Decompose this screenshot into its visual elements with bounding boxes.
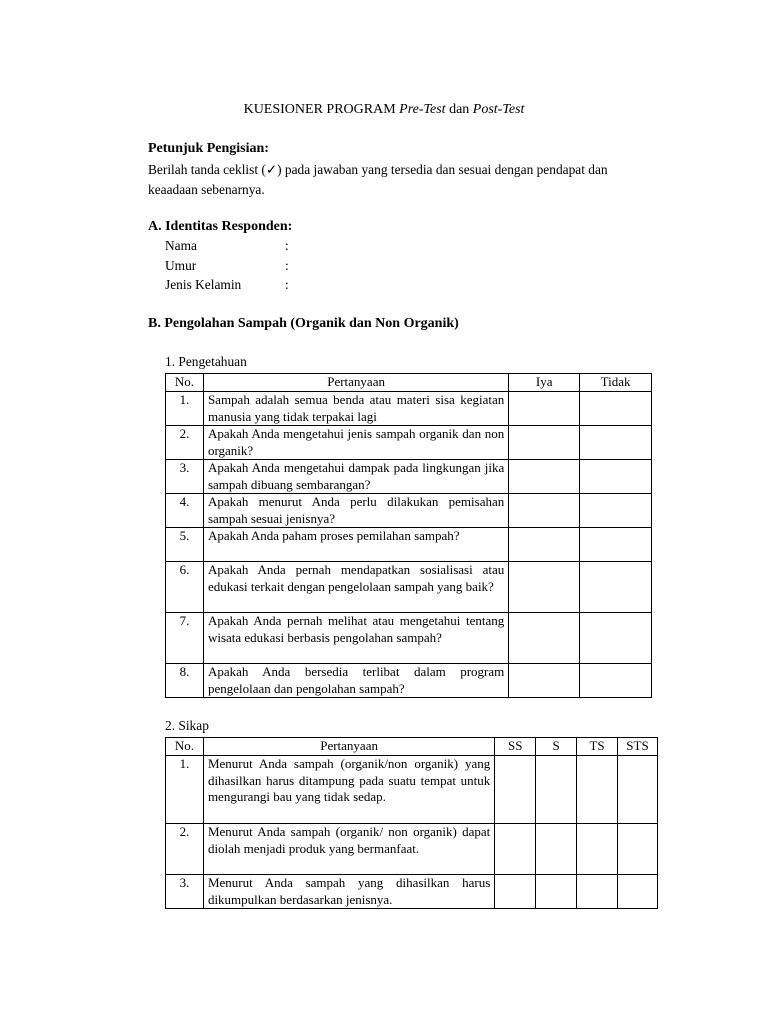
checkbox-cell[interactable] bbox=[536, 824, 577, 875]
checkbox-cell[interactable] bbox=[509, 562, 580, 613]
table-row: 4. Apakah menurut Anda perlu dilakukan pemisahan sampah sesuai jenisnya? bbox=[166, 494, 652, 528]
header-question: Pertanyaan bbox=[203, 374, 508, 392]
checkbox-cell[interactable] bbox=[580, 562, 652, 613]
checkbox-cell[interactable] bbox=[495, 824, 536, 875]
instructions-text: Berilah tanda ceklist (✓) pada jawaban yang tersedia dan sesuai dengan pendapat dan keaadaan sebenarnya. bbox=[148, 162, 608, 197]
checkbox-cell[interactable] bbox=[509, 426, 580, 460]
checkbox-cell[interactable] bbox=[509, 494, 580, 528]
checkbox-cell[interactable] bbox=[580, 392, 652, 426]
checkbox-cell[interactable] bbox=[580, 664, 652, 698]
checkbox-cell[interactable] bbox=[509, 528, 580, 562]
table-header-row bbox=[166, 374, 652, 392]
checkbox-cell[interactable] bbox=[577, 875, 618, 909]
checkbox-cell[interactable] bbox=[580, 494, 652, 528]
checkbox-cell[interactable] bbox=[618, 875, 658, 909]
checkbox-cell[interactable] bbox=[618, 756, 658, 824]
table-row: 3. Menurut Anda sampah yang dihasilkan harus dikumpulkan berdasarkan jenisnya. bbox=[166, 875, 658, 909]
header-no: No. bbox=[166, 738, 204, 756]
checkbox-cell[interactable] bbox=[495, 875, 536, 909]
attitude-table bbox=[165, 737, 658, 909]
checkbox-cell[interactable] bbox=[618, 824, 658, 875]
checkbox-cell[interactable] bbox=[536, 756, 577, 824]
table-header-row bbox=[166, 738, 658, 756]
checkbox-cell[interactable] bbox=[580, 460, 652, 494]
header-yes: Iya bbox=[509, 374, 580, 392]
knowledge-table bbox=[165, 373, 652, 698]
title-pretest: Pre-Test bbox=[399, 102, 446, 117]
knowledge-label: 1. Pengetahuan bbox=[165, 354, 247, 369]
header-no: No. bbox=[166, 374, 204, 392]
checkbox-cell[interactable] bbox=[580, 426, 652, 460]
title-posttest: Post-Test bbox=[472, 102, 525, 117]
checkbox-cell[interactable] bbox=[509, 392, 580, 426]
identity-field-gender: Jenis Kelamin : bbox=[165, 277, 289, 292]
checkbox-cell[interactable] bbox=[580, 528, 652, 562]
checkbox-cell[interactable] bbox=[495, 756, 536, 824]
header-s: S bbox=[536, 738, 577, 756]
attitude-label: 2. Sikap bbox=[165, 718, 209, 733]
table-row: 2. Menurut Anda sampah (organik/ non organik) dapat diolah menjadi produk yang bermanfaat. bbox=[166, 824, 658, 875]
table-row: 3. Apakah Anda mengetahui dampak pada lingkungan jika sampah dibuang sembarangan? bbox=[166, 460, 652, 494]
identity-heading: A. Identitas Responden: bbox=[148, 219, 293, 234]
table-row: 1. Menurut Anda sampah (organik/non organik) yang dihasilkan harus ditampung pada suatu tempat untuk mengurangi bau yang tidak sedap. bbox=[166, 756, 658, 824]
header-sts: STS bbox=[618, 738, 658, 756]
header-question: Pertanyaan bbox=[203, 738, 494, 756]
table-row: 1. Sampah adalah semua benda atau materi sisa kegiatan manusia yang tidak terpakai lagi bbox=[166, 392, 652, 426]
identity-field-age: Umur : bbox=[165, 258, 289, 273]
section-b-heading: B. Pengolahan Sampah (Organik dan Non Organik) bbox=[148, 316, 459, 331]
checkbox-cell[interactable] bbox=[509, 460, 580, 494]
checkbox-cell[interactable] bbox=[509, 613, 580, 664]
title-text: KUESIONER PROGRAM bbox=[243, 102, 400, 117]
instructions-heading: Petunjuk Pengisian: bbox=[148, 141, 269, 156]
document-title bbox=[0, 102, 768, 118]
header-no-answer: Tidak bbox=[580, 374, 652, 392]
table-row: 5. Apakah Anda paham proses pemilahan sampah? bbox=[166, 528, 652, 562]
checkbox-cell[interactable] bbox=[580, 613, 652, 664]
table-row: 7. Apakah Anda pernah melihat atau mengetahui tentang wisata edukasi berbasis pengolahan sampah? bbox=[166, 613, 652, 664]
checkbox-cell[interactable] bbox=[509, 664, 580, 698]
header-ts: TS bbox=[577, 738, 618, 756]
checkbox-cell[interactable] bbox=[577, 824, 618, 875]
title-and: dan bbox=[445, 102, 473, 117]
checkbox-cell[interactable] bbox=[577, 756, 618, 824]
header-ss: SS bbox=[495, 738, 536, 756]
table-row: 6. Apakah Anda pernah mendapatkan sosialisasi atau edukasi terkait dengan pengelolaan sampah yang baik? bbox=[166, 562, 652, 613]
table-row: 2. Apakah Anda mengetahui jenis sampah organik dan non organik? bbox=[166, 426, 652, 460]
table-row: 8. Apakah Anda bersedia terlibat dalam program pengelolaan dan pengolahan sampah? bbox=[166, 664, 652, 698]
identity-field-name: Nama : bbox=[165, 238, 289, 253]
checkbox-cell[interactable] bbox=[536, 875, 577, 909]
